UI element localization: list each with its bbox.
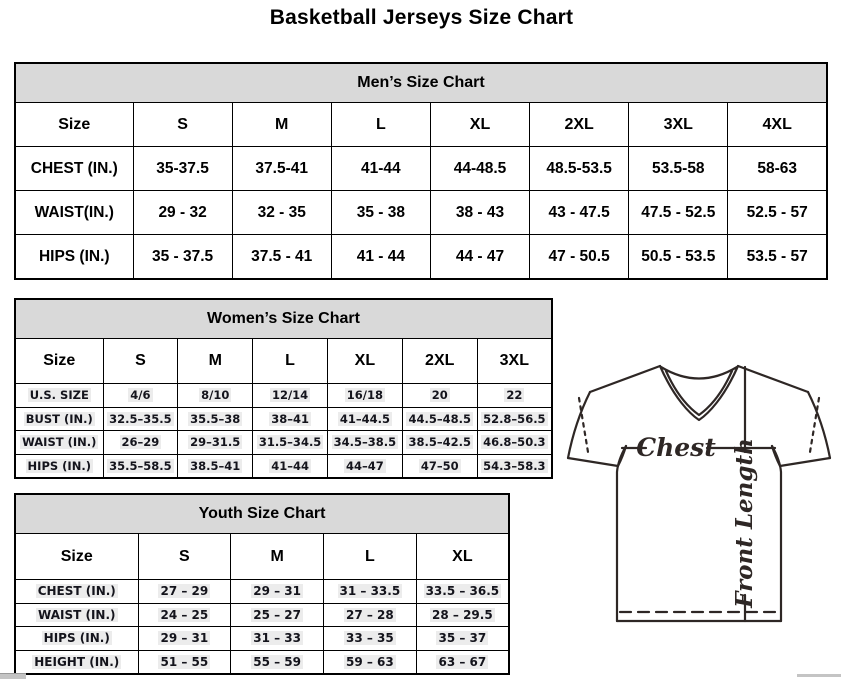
table-cell: 38–41: [253, 407, 328, 431]
row-label: WAIST (IN.): [15, 431, 103, 455]
row-label: HIPS (IN.): [15, 454, 103, 478]
row-label: HEIGHT (IN.): [15, 650, 138, 674]
table-cell: 38.5–42.5: [402, 431, 477, 455]
jersey-body-left: [617, 446, 626, 621]
youth-height-row: [15, 650, 509, 674]
womens-size-table: [14, 298, 553, 479]
womens-hips-row: [15, 454, 552, 478]
youth-col-s: S: [138, 534, 231, 580]
table-cell: 12/14: [253, 384, 328, 408]
table-cell: 43 - 47.5: [530, 191, 629, 235]
table-cell: 29 – 31: [231, 580, 324, 604]
table-cell: 20: [402, 384, 477, 408]
table-cell: 44.5–48.5: [402, 407, 477, 431]
table-cell: 27 – 28: [324, 603, 417, 627]
table-cell: 59 – 63: [324, 650, 417, 674]
table-cell: 41 - 44: [331, 235, 430, 280]
mens-col-s: S: [133, 103, 232, 147]
mens-table-title: Men’s Size Chart: [15, 63, 827, 103]
table-cell: 53.5 - 57: [728, 235, 827, 280]
womens-col-s: S: [103, 339, 178, 384]
table-cell: 37.5-41: [232, 147, 331, 191]
table-cell: 25 – 27: [231, 603, 324, 627]
womens-col-2xl: 2XL: [402, 339, 477, 384]
youth-col-xl: XL: [416, 534, 509, 580]
table-cell: 37.5 - 41: [232, 235, 331, 280]
scrollbar-fragment-left[interactable]: [0, 673, 26, 679]
mens-col-3xl: 3XL: [629, 103, 728, 147]
page-title: Basketball Jerseys Size Chart: [269, 6, 574, 29]
womens-col-xl: XL: [327, 339, 402, 384]
table-cell: 41–44.5: [327, 407, 402, 431]
jersey-vneck-outer: [660, 366, 738, 420]
womens-col-l: L: [253, 339, 328, 384]
table-cell: 35 - 38: [331, 191, 430, 235]
table-cell: 54.3–58.3: [477, 454, 552, 478]
table-cell: 33.5 – 36.5: [416, 580, 509, 604]
table-cell: 44-48.5: [430, 147, 529, 191]
youth-size-header-row: [15, 534, 509, 580]
table-cell: 58-63: [728, 147, 827, 191]
table-cell: 47–50: [402, 454, 477, 478]
womens-col-3xl: 3XL: [477, 339, 552, 384]
table-cell: 51 – 55: [138, 650, 231, 674]
table-cell: 29 - 32: [133, 191, 232, 235]
mens-waist-row: [15, 191, 827, 235]
table-cell: 31.5–34.5: [253, 431, 328, 455]
table-cell: 35.5–38: [178, 407, 253, 431]
mens-col-4xl: 4XL: [728, 103, 827, 147]
womens-title-row: [15, 299, 552, 339]
table-cell: 50.5 - 53.5: [629, 235, 728, 280]
youth-waist-row: [15, 603, 509, 627]
jersey-sleeve-right-hem: [780, 458, 830, 466]
scrollbar-fragment-right[interactable]: [797, 674, 841, 677]
youth-hips-row: [15, 627, 509, 651]
row-label: WAIST(IN.): [15, 191, 133, 235]
table-cell: 47.5 - 52.5: [629, 191, 728, 235]
table-cell: 38.5–41: [178, 454, 253, 478]
youth-title-row: [15, 494, 509, 534]
mens-col-xl: XL: [430, 103, 529, 147]
table-cell: 47 - 50.5: [530, 235, 629, 280]
row-label: HIPS (IN.): [15, 627, 138, 651]
table-cell: 35 – 37: [416, 627, 509, 651]
table-cell: 4/6: [103, 384, 178, 408]
table-cell: 8/10: [178, 384, 253, 408]
mens-col-2xl: 2XL: [530, 103, 629, 147]
front-length-label: Front Length: [731, 438, 758, 608]
chest-label: Chest: [636, 433, 716, 462]
table-cell: 31 – 33: [231, 627, 324, 651]
youth-size-table: [14, 493, 510, 675]
jersey-collar-back: [661, 367, 737, 379]
table-cell: 29 – 31: [138, 627, 231, 651]
mens-title-row: [15, 63, 827, 103]
table-cell: 55 – 59: [231, 650, 324, 674]
youth-table-title: Youth Size Chart: [15, 494, 509, 534]
mens-hips-row: [15, 235, 827, 280]
table-cell: 46.8–50.3: [477, 431, 552, 455]
table-cell: 44 - 47: [430, 235, 529, 280]
table-cell: 38 - 43: [430, 191, 529, 235]
table-cell: 26–29: [103, 431, 178, 455]
row-label: WAIST (IN.): [15, 603, 138, 627]
womens-col-m: M: [178, 339, 253, 384]
mens-size-table: [14, 62, 828, 280]
table-cell: 63 – 67: [416, 650, 509, 674]
mens-chest-row: [15, 147, 827, 191]
table-cell: 52.5 - 57: [728, 191, 827, 235]
jersey-shoulder-left: [590, 366, 660, 392]
table-cell: 32 - 35: [232, 191, 331, 235]
womens-waist-row: [15, 431, 552, 455]
row-label: BUST (IN.): [15, 407, 103, 431]
womens-size-header-row: [15, 339, 552, 384]
table-cell: 35-37.5: [133, 147, 232, 191]
table-cell: 52.8–56.5: [477, 407, 552, 431]
table-cell: 29–31.5: [178, 431, 253, 455]
mens-size-header-row: [15, 103, 827, 147]
youth-col-l: L: [324, 534, 417, 580]
table-cell: 24 – 25: [138, 603, 231, 627]
table-cell: 35 - 37.5: [133, 235, 232, 280]
youth-col-m: M: [231, 534, 324, 580]
jersey-measurement-diagram: [556, 360, 840, 626]
row-label: CHEST (IN.): [15, 147, 133, 191]
womens-size-label: Size: [15, 339, 103, 384]
womens-bust-row: [15, 407, 552, 431]
table-cell: 44–47: [327, 454, 402, 478]
table-cell: 33 – 35: [324, 627, 417, 651]
table-cell: 41–44: [253, 454, 328, 478]
jersey-sleeve-left-hem: [568, 458, 618, 466]
youth-chest-row: [15, 580, 509, 604]
row-label: U.S. SIZE: [15, 384, 103, 408]
table-cell: 32.5–35.5: [103, 407, 178, 431]
mens-col-l: L: [331, 103, 430, 147]
womens-ussize-row: [15, 384, 552, 408]
table-cell: 27 – 29: [138, 580, 231, 604]
jersey-body-right: [772, 446, 781, 621]
table-cell: 34.5–38.5: [327, 431, 402, 455]
table-cell: 41-44: [331, 147, 430, 191]
table-cell: 28 – 29.5: [416, 603, 509, 627]
table-cell: 31 – 33.5: [324, 580, 417, 604]
table-cell: 48.5-53.5: [530, 147, 629, 191]
row-label: HIPS (IN.): [15, 235, 133, 280]
row-label: CHEST (IN.): [15, 580, 138, 604]
womens-table-title: Women’s Size Chart: [15, 299, 552, 339]
table-cell: 35.5–58.5: [103, 454, 178, 478]
table-cell: 53.5-58: [629, 147, 728, 191]
jersey-shoulder-right: [738, 366, 808, 392]
table-cell: 22: [477, 384, 552, 408]
table-cell: 16/18: [327, 384, 402, 408]
youth-size-label: Size: [15, 534, 138, 580]
mens-size-label: Size: [15, 103, 133, 147]
mens-col-m: M: [232, 103, 331, 147]
